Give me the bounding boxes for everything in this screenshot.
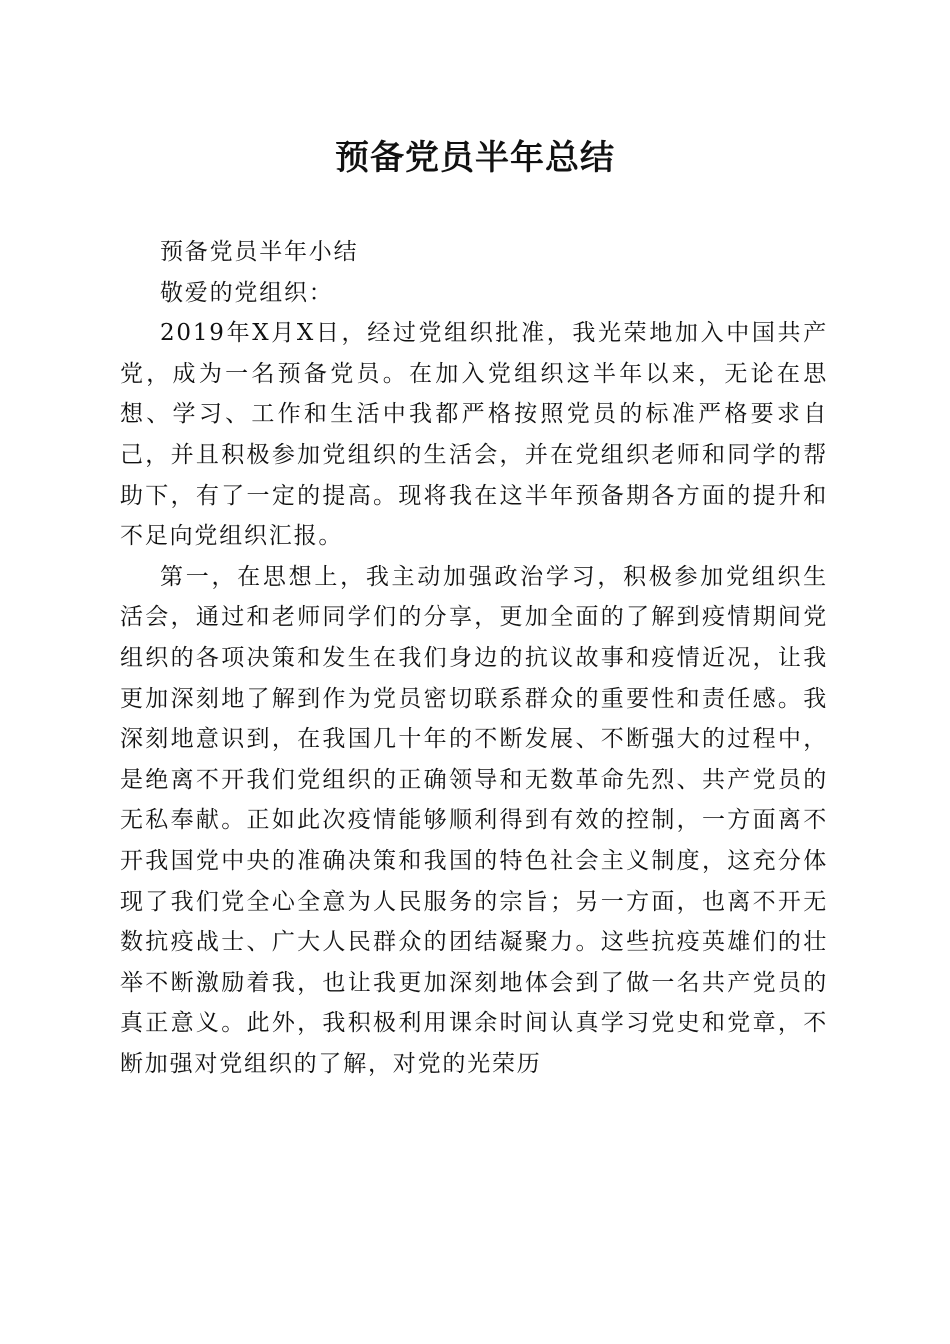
intro-paragraph: 2019年X月X日，经过党组织批准，我光荣地加入中国共产党，成为一名预备党员。在加入党组织这半年以来，无论在思想、学习、工作和生活中我都严格按照党员的标准严格要求自己，并且积极参加党组织的生活会，并在党组织老师和同学的帮助下，有了一定的提高。现将我在这半年预备期各方面的提升和不足向党组织汇报。 <box>120 320 828 550</box>
document-body <box>120 232 828 1084</box>
summary-subtitle: 预备党员半年小结 <box>160 239 359 265</box>
document-title: 预备党员半年总结 <box>335 138 615 178</box>
ideology-paragraph: 第一，在思想上，我主动加强政治学习，积极参加党组织生活会，通过和老师同学们的分享，更加全面的了解到疫情期间党组织的各项决策和发生在我们身边的抗议故事和疫情近况，让我更加深刻地了解到作为党员密切联系群众的重要性和责任感。我深刻地意识到，在我国几十年的不断发展、不断强大的过程中，是绝离不开我们党组织的正确领导和无数革命先烈、共产党员的无私奉献。正如此次疫情能够顺利得到有效的控制，一方面离不开我国党中央的准确决策和我国的特色社会主义制度，这充分体现了我们党全心全意为人民服务的宗旨；另一方面，也离不开无数抗疫战士、广大人民群众的团结凝聚力。这些抗疫英雄们的壮举不断激励着我，也让我更加深刻地体会到了做一名共产党员的真正意义。此外，我积极利用课余时间认真学习党史和党章，不断加强对党组织的了解，对党的光荣历 <box>120 563 828 1077</box>
salutation: 敬爱的党组织： <box>160 279 334 306</box>
